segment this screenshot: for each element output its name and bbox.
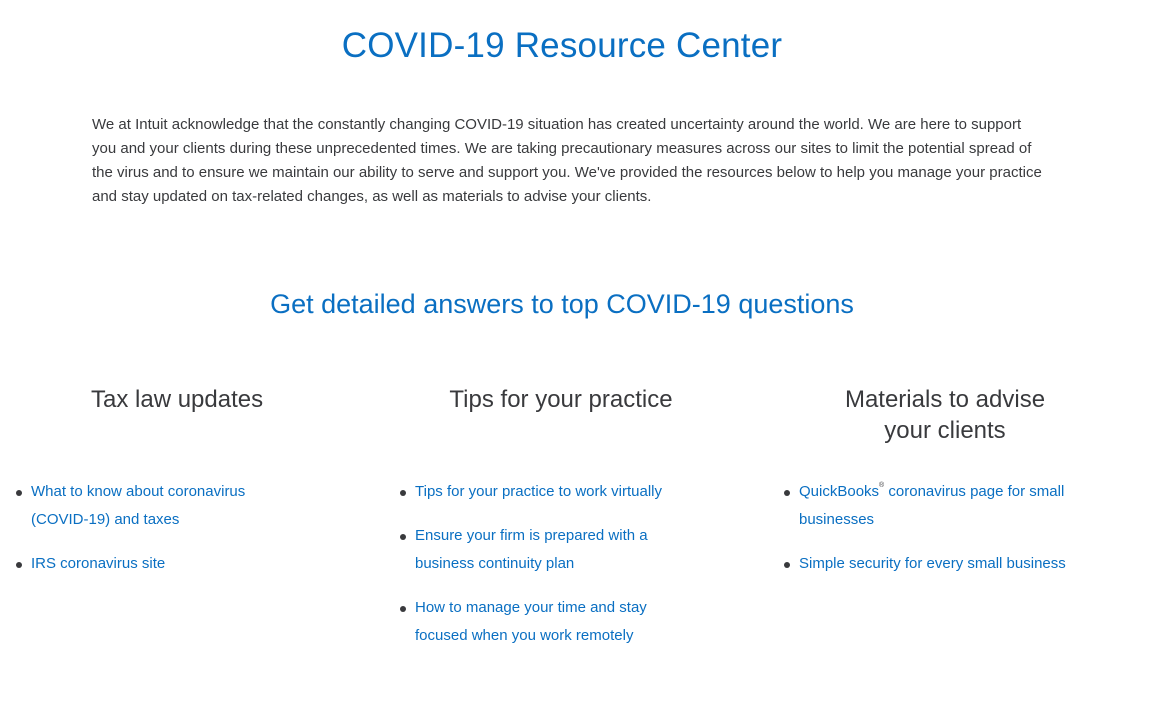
link-manage-time-remotely[interactable]: How to manage your time and stay focused when you work remotely (415, 599, 647, 644)
list-item (16, 478, 291, 534)
column-heading-tips: Tips for your practice (449, 386, 673, 413)
bullet-icon (400, 606, 406, 612)
column-heading-materials: Materials to advise your clients (844, 386, 1046, 444)
list-item (400, 522, 700, 578)
list-item (400, 478, 700, 506)
list-item (784, 478, 1104, 534)
link-irs-coronavirus-site[interactable]: IRS coronavirus site (31, 555, 166, 572)
quickbooks-brand: QuickBooks (799, 483, 880, 500)
bullet-icon (784, 490, 790, 496)
bullet-icon (16, 562, 22, 568)
materials-link-list (784, 478, 1104, 594)
link-simple-security[interactable]: Simple security for every small business (799, 555, 1066, 572)
list-item (400, 594, 700, 650)
list-item (16, 550, 291, 578)
section-subtitle: Get detailed answers to top COVID-19 questions (270, 289, 854, 319)
bullet-icon (16, 490, 22, 496)
registered-mark: ® (879, 482, 885, 489)
tips-link-list (400, 478, 700, 666)
list-item (784, 550, 1104, 578)
bullet-icon (400, 534, 406, 540)
quickbooks-link-text: coronavirus page for small businesses (799, 483, 1065, 528)
page-title: COVID-19 Resource Center (341, 26, 783, 65)
bullet-icon (400, 490, 406, 496)
tax-law-link-list (16, 478, 291, 594)
link-quickbooks-coronavirus-page[interactable] (799, 483, 1064, 528)
column-heading-tax-law: Tax law updates (91, 386, 264, 413)
link-coronavirus-taxes[interactable]: What to know about coronavirus (COVID-19) and taxes (31, 483, 246, 528)
bullet-icon (784, 562, 790, 568)
link-business-continuity-plan[interactable]: Ensure your firm is prepared with a business continuity plan (415, 527, 648, 572)
intro-paragraph: We at Intuit acknowledge that the constantly changing COVID-19 situation has created uncertainty around the world. We are here to support you and your clients during these unprecedented times. We are taking precautionary measures across our sites to limit the potential spread of the virus and to ensure we maintain our ability to serve and support you. We've provided the resources below to help you manage your practice and stay updated on tax-related changes, as well as materials to advise your clients. (92, 116, 1042, 205)
link-work-virtually[interactable]: Tips for your practice to work virtually (415, 483, 663, 500)
